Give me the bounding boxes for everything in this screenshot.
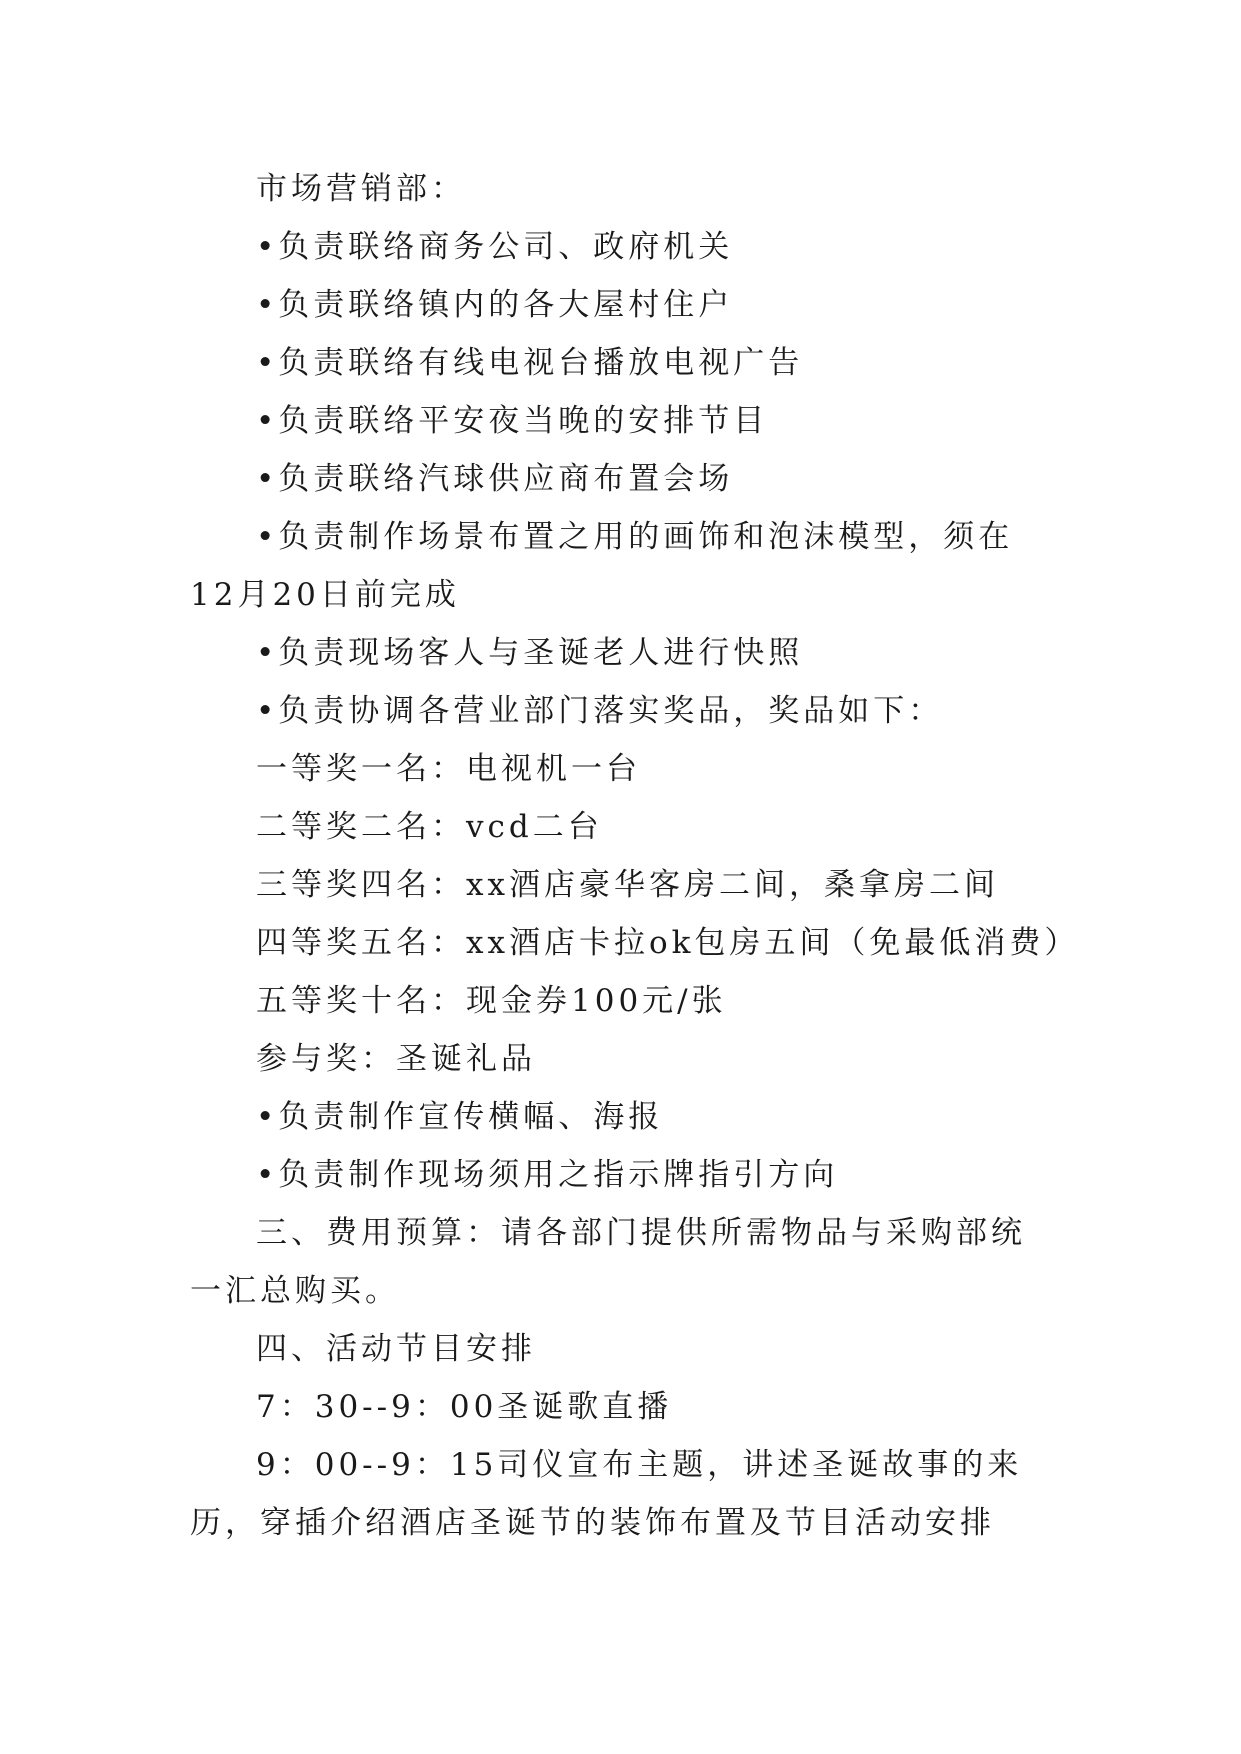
prize-line: 参与奖：圣诞礼品 <box>256 1041 536 1077</box>
prize-line: 五等奖十名：现金券100元/张 <box>256 983 727 1019</box>
bullet-item: •负责制作宣传横幅、海报 <box>256 1099 664 1135</box>
prize-line: 三等奖四名：xx酒店豪华客房二间，桑拿房二间 <box>256 867 999 903</box>
bullet-item: •负责制作场景布置之用的画饰和泡沫模型，须在12月20日前完成 <box>190 519 1014 613</box>
section-heading-schedule: 四、活动节目安排 <box>256 1331 536 1367</box>
bullet-item: •负责现场客人与圣诞老人进行快照 <box>256 635 804 671</box>
bullet-item: •负责联络平安夜当晚的安排节目 <box>256 403 769 439</box>
section-budget: 三、费用预算：请各部门提供所需物品与采购部统一汇总购买。 <box>190 1215 1026 1309</box>
bullet-item: •负责制作现场须用之指示牌指引方向 <box>256 1157 839 1193</box>
bullet-item: •负责协调各营业部门落实奖品，奖品如下： <box>256 693 944 729</box>
bullet-item: •负责联络商务公司、政府机关 <box>256 229 734 265</box>
schedule-item: 7：30--9：00圣诞歌直播 <box>256 1389 673 1425</box>
bullet-item: •负责联络汽球供应商布置会场 <box>256 461 734 497</box>
prize-line: 二等奖二名：vcd二台 <box>256 809 603 845</box>
document-body <box>190 160 1080 1552</box>
bullet-item: •负责联络有线电视台播放电视广告 <box>256 345 804 381</box>
prize-line: 一等奖一名：电视机一台 <box>256 751 641 787</box>
bullet-item: •负责联络镇内的各大屋村住户 <box>256 287 734 323</box>
prize-line: 四等奖五名：xx酒店卡拉ok包房五间（免最低消费） <box>256 925 1080 961</box>
section-heading-marketing: 市场营销部： <box>256 171 466 207</box>
schedule-item: 9：00--9：15司仪宣布主题，讲述圣诞故事的来历，穿插介绍酒店圣诞节的装饰布置及节目活动安排 <box>190 1447 1023 1541</box>
